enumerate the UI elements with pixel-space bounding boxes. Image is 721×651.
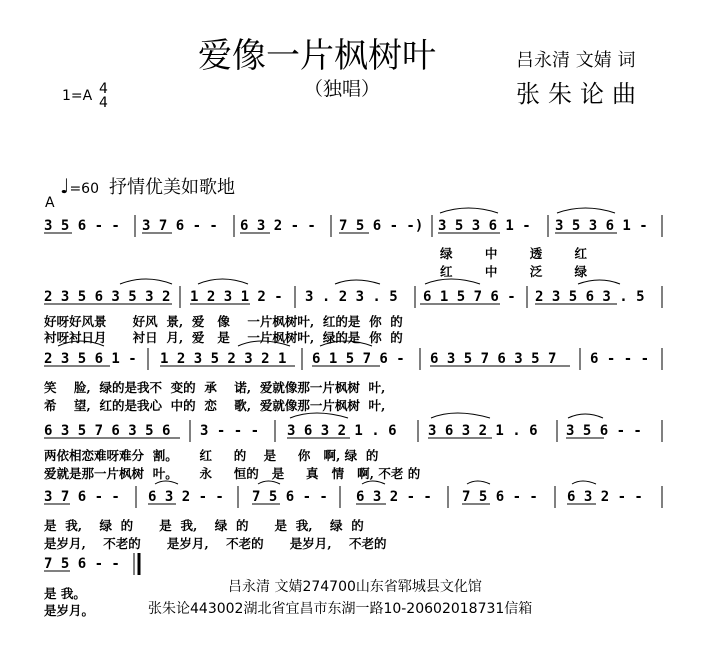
measure: 2 3 5 6 1 - bbox=[44, 351, 137, 367]
measure: 6 3 5 7 6 3 5 7 bbox=[430, 351, 557, 367]
song-subtitle: （独唱） bbox=[304, 78, 381, 100]
measure: 6 3 2 - - bbox=[356, 489, 432, 505]
lyric-line: 是岁月。 bbox=[44, 603, 95, 618]
expression-text: 抒情优美如歌地 bbox=[108, 177, 235, 198]
measure: 7 5 6 - - bbox=[462, 489, 538, 505]
tempo-marking bbox=[60, 173, 235, 199]
measure: 3 5 3 6 1 - bbox=[438, 218, 531, 234]
measure: 6 3 5 7 6 3 5 6 bbox=[44, 423, 171, 439]
measure: 3 - - - bbox=[200, 423, 260, 439]
lyric-line: 希 望, 红的是我心 中的 恋 歌, 爱就像那一片枫树 叶, bbox=[44, 398, 386, 413]
composer-credit: 张朱论曲 bbox=[516, 80, 644, 108]
measure: 6 1 5 7 6 - bbox=[423, 289, 516, 305]
song-title: 爱像一片枫树叶 bbox=[198, 36, 436, 76]
measure: 3 5 6 - - bbox=[44, 218, 120, 234]
time-signature bbox=[99, 82, 108, 110]
lyric-line: 笑 脸, 绿的是我不 变的 承 诺, 爱就像那一片枫树 叶, bbox=[44, 380, 386, 395]
time-signature-bottom: 4 bbox=[99, 95, 108, 111]
measure: 6 1 5 7 6 - bbox=[312, 351, 405, 367]
measure: 3 7 6 - - bbox=[44, 489, 120, 505]
lyric-line: 是 我。 bbox=[44, 586, 86, 601]
measure: 3 5 3 6 1 - bbox=[555, 218, 648, 234]
lyricist-credit: 吕永清 文婧 词 bbox=[516, 50, 636, 71]
measure: 1 2 3 1 2 - bbox=[190, 289, 283, 305]
measure: 3 6 3 2 1 . 6 bbox=[287, 423, 397, 439]
author-address: 吕永清 文婧274700山东省郓城县文化馆 bbox=[228, 579, 482, 595]
measure: 3 . 2 3 . 5 bbox=[305, 289, 398, 305]
lyric-line: 是 我, 绿 的 是 我, 绿 的 是 我, 绿 的 bbox=[44, 518, 364, 533]
measure: 6 3 2 - - bbox=[240, 218, 316, 234]
lyric-line: 好呀好风景 好风 景, 爱 像 一片枫树叶, 红的是 你 的 bbox=[44, 314, 403, 329]
time-signature-top: 4 bbox=[99, 81, 108, 97]
tempo-value: =60 bbox=[69, 181, 99, 197]
measure: 1 2 3 5 2 3 2 1 bbox=[160, 351, 287, 367]
lyric-line: 是岁月, 不老的 是岁月, 不老的 是岁月, 不老的 bbox=[44, 536, 387, 551]
measure: 3 7 6 - - bbox=[142, 218, 218, 234]
quarter-note-icon: ♩ bbox=[60, 174, 70, 198]
measure: 2 3 5 6 3 . 5 bbox=[535, 289, 645, 305]
lyric-line: 衬呀衬日月 衬日 月, 爱 是 一片枫树叶, 绿的是 你 的 bbox=[44, 330, 403, 345]
section-label: A bbox=[45, 195, 55, 211]
measure: 7 5 6 - - bbox=[44, 556, 120, 572]
key-signature: 1=A bbox=[62, 88, 93, 104]
lyric-line: 红 中 泛 绿 bbox=[440, 264, 588, 279]
lyric-line: 爱就是那一片枫树 叶。 永 恒的 是 真 情 啊, 不老 的 bbox=[44, 466, 421, 481]
measure: 2 3 5 6 3 5 3 2 bbox=[44, 289, 171, 305]
composer-address: 张朱论443002湖北省宜昌市东湖一路10-20602018731信箱 bbox=[148, 601, 533, 617]
measure: 3 5 6 - - bbox=[566, 423, 642, 439]
lyric-line: 绿 中 透 红 bbox=[440, 246, 588, 261]
measure: 3 6 3 2 1 . 6 bbox=[428, 423, 538, 439]
measure: 7 5 6 - -) bbox=[339, 218, 424, 234]
lyric-line: 两依相恋难呀难分 割。 红 的 是 你 啊, 绿 的 bbox=[44, 448, 379, 463]
measure: 6 3 2 - - bbox=[148, 489, 224, 505]
measure: 6 - - - bbox=[590, 351, 650, 367]
measure: 7 5 6 - - bbox=[252, 489, 328, 505]
measure: 6 3 2 - - bbox=[567, 489, 643, 505]
